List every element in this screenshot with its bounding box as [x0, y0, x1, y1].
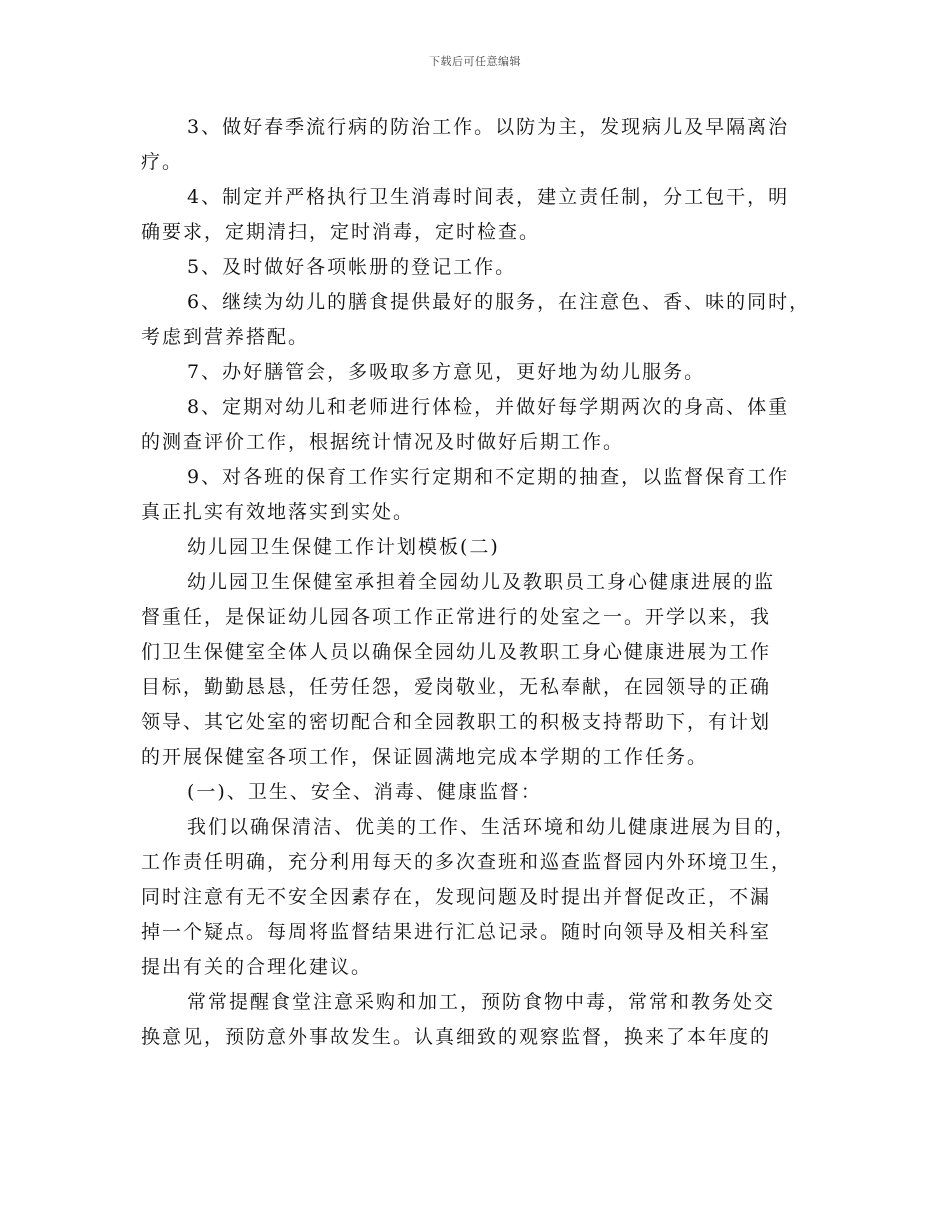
- text-line: 的开展保健室各项工作，保证圆满地完成本学期的工作任务。: [141, 746, 709, 768]
- text-line: 督重任，是保证幼儿园各项工作正常进行的处室之一。开学以来，我: [141, 606, 772, 628]
- text-line: 领导、其它处室的密切配合和全园教职工的积极支持帮助下，有计划: [141, 711, 772, 733]
- text-line: 掉一个疑点。每周将监督结果进行汇总记录。随时向领导及相关科室: [141, 921, 772, 943]
- document-body: [141, 110, 811, 1055]
- paragraph: [141, 530, 811, 565]
- paragraph: [141, 285, 811, 355]
- paragraph: [141, 250, 811, 285]
- text-line: 的测查评价工作，根据统计情况及时做好后期工作。: [141, 431, 625, 453]
- text-line: 工作责任明确，充分利用每天的多次查班和巡查监督园内外环境卫生，: [141, 851, 793, 873]
- text-line: 我们以确保清洁、优美的工作、生活环境和幼儿健康进展为目的，: [187, 816, 797, 838]
- text-line: 8、定期对幼儿和老师进行体检，并做好每学期两次的身高、体重: [187, 396, 790, 418]
- text-line: 换意见，预防意外事故发生。认真细致的观察监督，换来了本年度的: [141, 1026, 772, 1048]
- text-line: 幼儿园卫生保健室承担着全园幼儿及教职员工身心健康进展的监: [187, 571, 776, 593]
- paragraph: [141, 565, 811, 775]
- text-line: 提出有关的合理化建议。: [141, 956, 373, 978]
- text-line: 4、制定并严格执行卫生消毒时间表，建立责任制，分工包干，明: [187, 186, 790, 208]
- text-line: 常常提醒食堂注意采购和加工，预防食物中毒，常常和教务处交: [187, 991, 776, 1013]
- text-line: (一)、卫生、安全、消毒、健康监督：: [187, 781, 542, 803]
- paragraph: [141, 390, 811, 460]
- page-header: 下载后可任意编辑: [429, 55, 521, 68]
- paragraph: [141, 775, 811, 810]
- paragraph: [141, 985, 811, 1055]
- paragraph: [141, 810, 811, 985]
- text-line: 同时注意有无不安全因素存在，发现问题及时提出并督促改正，不漏: [141, 886, 772, 908]
- text-line: 9、对各班的保育工作实行定期和不定期的抽查，以监督保育工作: [187, 466, 790, 488]
- paragraph: [141, 180, 811, 250]
- text-line: 幼儿园卫生保健工作计划模板(二): [187, 536, 500, 558]
- text-line: 5、及时做好各项帐册的登记工作。: [187, 256, 517, 278]
- text-line: 疗。: [141, 151, 184, 173]
- text-line: 6、继续为幼儿的膳食提供最好的服务，在注意色、香、味的同时，: [187, 291, 811, 313]
- text-line: 们卫生保健室全体人员以确保全园幼儿及教职工身心健康进展为工作: [141, 641, 772, 663]
- paragraph: [141, 110, 811, 180]
- text-line: 考虑到营养搭配。: [141, 326, 310, 348]
- text-line: 7、办好膳管会，多吸取多方意见，更好地为幼儿服务。: [187, 361, 706, 383]
- paragraph: [141, 355, 811, 390]
- text-line: 真正扎实有效地落实到实处。: [141, 501, 415, 523]
- text-line: 确要求，定期清扫，定时消毒，定时检查。: [141, 221, 541, 243]
- text-line: 3、做好春季流行病的防治工作。以防为主，发现病儿及早隔离治: [187, 116, 790, 138]
- text-line: 目标，勤勤恳恳，任劳任怨，爱岗敬业，无私奉献，在园领导的正确: [141, 676, 772, 698]
- paragraph: [141, 460, 811, 530]
